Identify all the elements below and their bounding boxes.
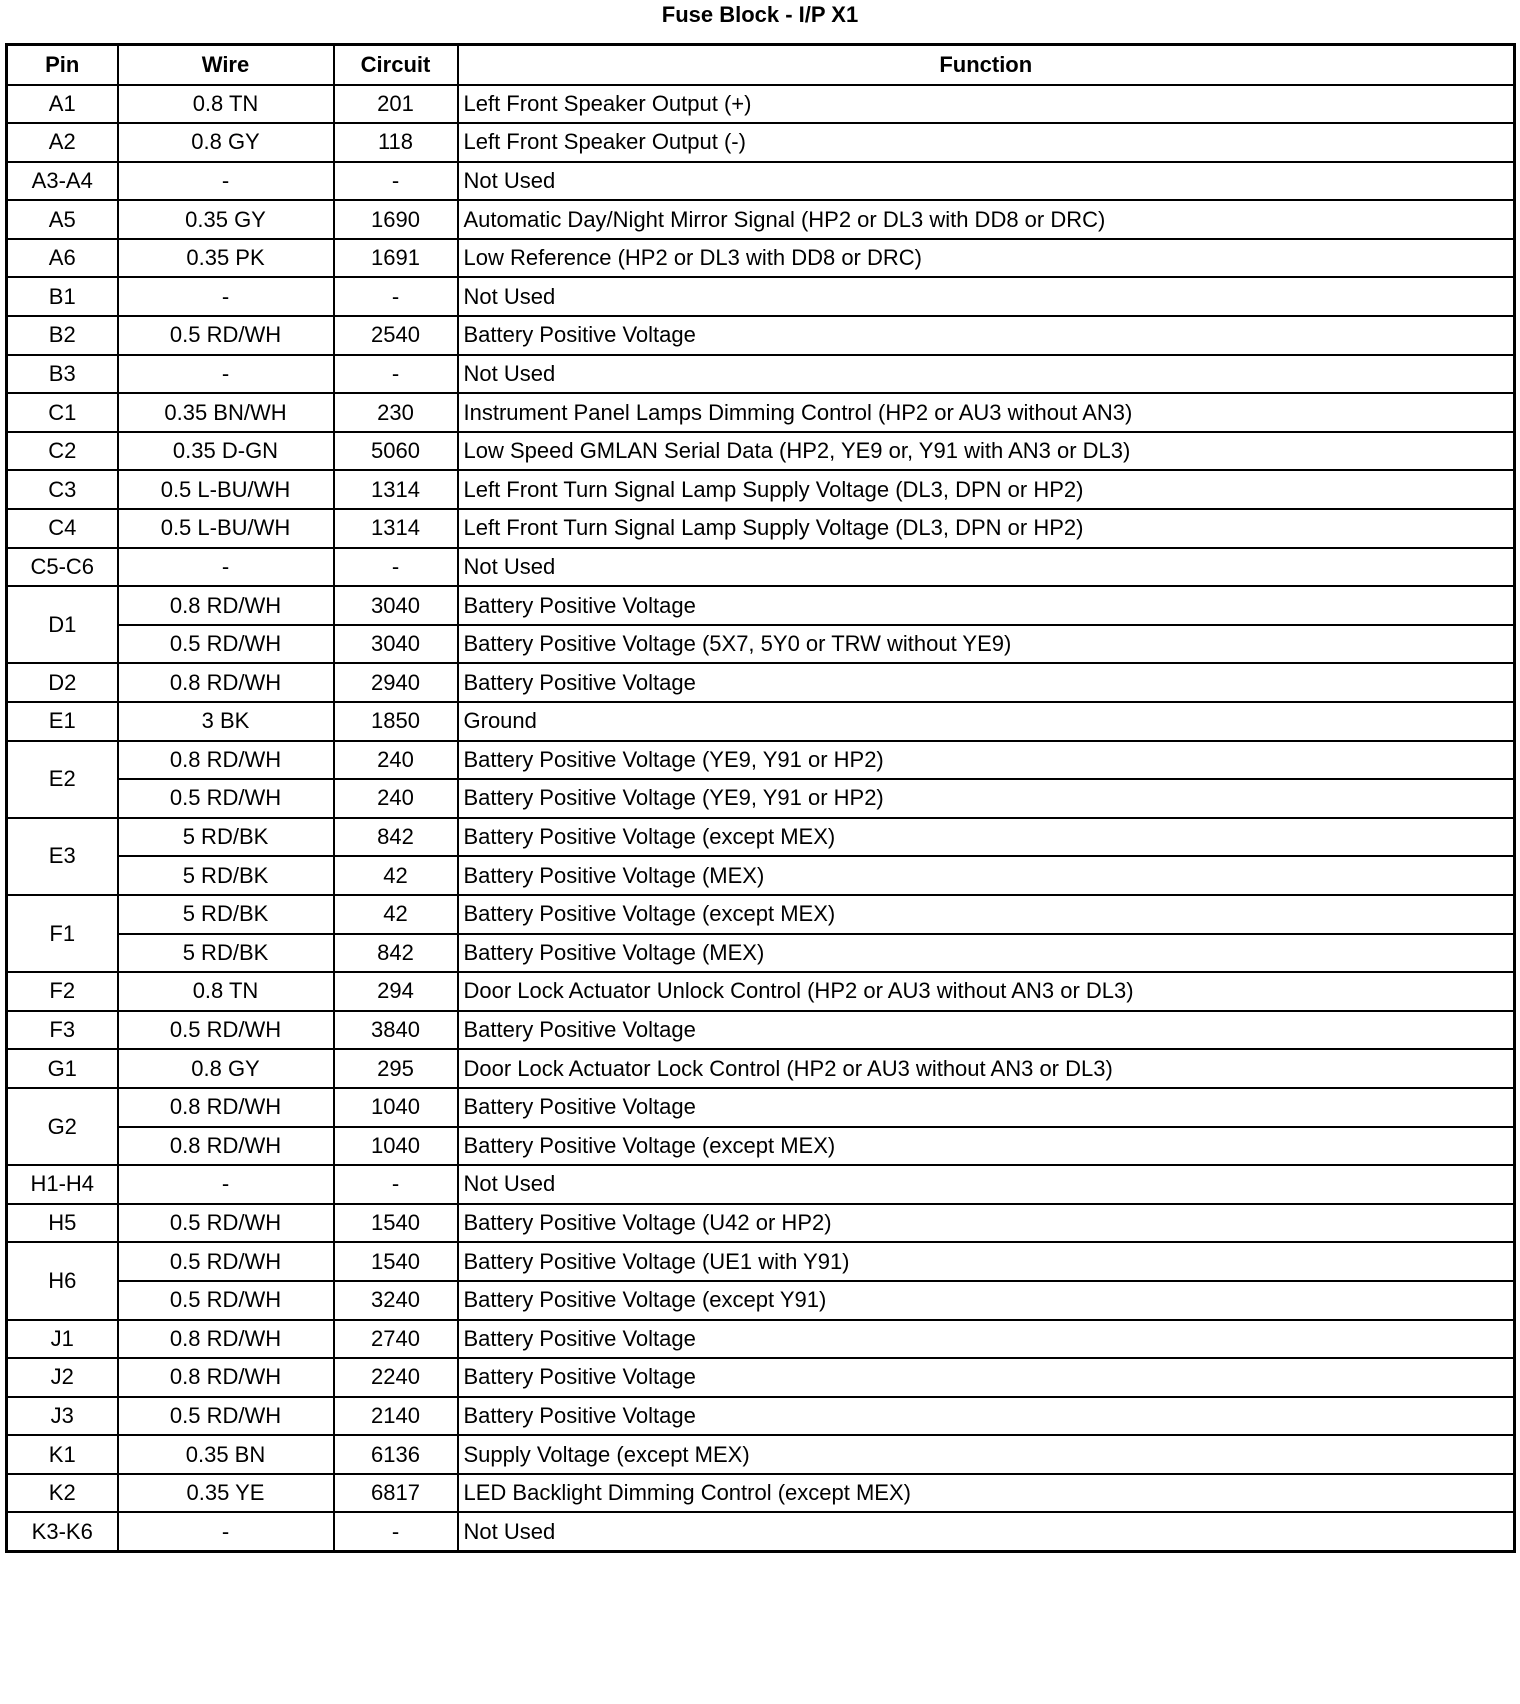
circuit-cell: 1691	[334, 239, 458, 278]
circuit-cell: 6817	[334, 1474, 458, 1513]
function-cell: Battery Positive Voltage (5X7, 5Y0 or TRW without YE9)	[458, 625, 1515, 664]
circuit-cell: 1540	[334, 1204, 458, 1243]
circuit-cell: 240	[334, 741, 458, 780]
table-row	[7, 1049, 1515, 1088]
wire-cell: 5 RD/BK	[118, 895, 334, 934]
circuit-cell: -	[334, 1165, 458, 1204]
pin-cell: C4	[7, 509, 118, 548]
circuit-cell: 1540	[334, 1242, 458, 1281]
function-cell: Battery Positive Voltage (MEX)	[458, 856, 1515, 895]
wire-cell: 0.35 BN/WH	[118, 393, 334, 432]
pin-cell: J2	[7, 1358, 118, 1397]
wire-cell: -	[118, 1512, 334, 1551]
table-row	[7, 586, 1515, 625]
pin-cell: B1	[7, 277, 118, 316]
wire-cell: 0.5 RD/WH	[118, 1204, 334, 1243]
function-cell: Door Lock Actuator Unlock Control (HP2 or AU3 without AN3 or DL3)	[458, 972, 1515, 1011]
table-row	[7, 432, 1515, 471]
pin-cell: C3	[7, 470, 118, 509]
table-row	[7, 1512, 1515, 1551]
pin-cell: A3-A4	[7, 162, 118, 201]
wire-cell: 0.8 RD/WH	[118, 1320, 334, 1359]
function-cell: Battery Positive Voltage	[458, 1088, 1515, 1127]
function-cell: Not Used	[458, 548, 1515, 587]
circuit-cell: 1314	[334, 509, 458, 548]
table-row	[7, 702, 1515, 741]
table-row	[7, 239, 1515, 278]
pin-cell: G2	[7, 1088, 118, 1165]
wire-cell: 5 RD/BK	[118, 856, 334, 895]
circuit-cell: -	[334, 548, 458, 587]
table-row	[7, 85, 1515, 124]
wire-cell: 0.5 RD/WH	[118, 1242, 334, 1281]
function-cell: Left Front Speaker Output (+)	[458, 85, 1515, 124]
table-row	[7, 779, 1515, 818]
circuit-cell: 842	[334, 934, 458, 973]
function-cell: Low Speed GMLAN Serial Data (HP2, YE9 or, Y91 with AN3 or DL3)	[458, 432, 1515, 471]
function-cell: Battery Positive Voltage (UE1 with Y91)	[458, 1242, 1515, 1281]
function-cell: Not Used	[458, 162, 1515, 201]
pin-cell: J1	[7, 1320, 118, 1359]
table-row	[7, 1474, 1515, 1513]
function-cell: Battery Positive Voltage	[458, 1320, 1515, 1359]
circuit-cell: 1690	[334, 200, 458, 239]
table-title: Fuse Block - I/P X1	[661, 2, 859, 27]
circuit-cell: 3840	[334, 1011, 458, 1050]
function-cell: Not Used	[458, 355, 1515, 394]
circuit-cell: 1314	[334, 470, 458, 509]
circuit-cell: -	[334, 162, 458, 201]
pin-cell: E2	[7, 741, 118, 818]
pin-cell: C5-C6	[7, 548, 118, 587]
function-cell: Battery Positive Voltage (except Y91)	[458, 1281, 1515, 1320]
wire-cell: 5 RD/BK	[118, 934, 334, 973]
function-cell: Door Lock Actuator Lock Control (HP2 or AU3 without AN3 or DL3)	[458, 1049, 1515, 1088]
circuit-cell: 118	[334, 123, 458, 162]
table-row	[7, 625, 1515, 664]
pin-cell: B2	[7, 316, 118, 355]
wire-cell: 0.5 RD/WH	[118, 779, 334, 818]
function-cell: Instrument Panel Lamps Dimming Control (HP2 or AU3 without AN3)	[458, 393, 1515, 432]
table-row	[7, 393, 1515, 432]
wire-cell: -	[118, 1165, 334, 1204]
wire-cell: -	[118, 162, 334, 201]
function-cell: Battery Positive Voltage (U42 or HP2)	[458, 1204, 1515, 1243]
wire-cell: 0.5 RD/WH	[118, 1011, 334, 1050]
wire-cell: 3 BK	[118, 702, 334, 741]
pin-cell: C2	[7, 432, 118, 471]
table-row	[7, 1204, 1515, 1243]
pin-cell: D2	[7, 663, 118, 702]
circuit-cell: 295	[334, 1049, 458, 1088]
circuit-cell: 3040	[334, 625, 458, 664]
function-cell: Battery Positive Voltage (except MEX)	[458, 818, 1515, 857]
table-row	[7, 663, 1515, 702]
wire-cell: 0.8 TN	[118, 972, 334, 1011]
wire-cell: 0.8 RD/WH	[118, 663, 334, 702]
function-cell: LED Backlight Dimming Control (except MEX)	[458, 1474, 1515, 1513]
table-row	[7, 470, 1515, 509]
function-cell: Left Front Turn Signal Lamp Supply Voltage (DL3, DPN or HP2)	[458, 509, 1515, 548]
function-cell: Battery Positive Voltage (except MEX)	[458, 1127, 1515, 1166]
pin-cell: A2	[7, 123, 118, 162]
table-row	[7, 856, 1515, 895]
table-row	[7, 1320, 1515, 1359]
pin-cell: D1	[7, 586, 118, 663]
function-cell: Battery Positive Voltage (YE9, Y91 or HP2)	[458, 741, 1515, 780]
header-circuit: Circuit	[334, 45, 458, 85]
wire-cell: 0.8 GY	[118, 1049, 334, 1088]
table-row	[7, 818, 1515, 857]
table-row	[7, 509, 1515, 548]
wire-cell: -	[118, 277, 334, 316]
function-cell: Battery Positive Voltage	[458, 316, 1515, 355]
circuit-cell: 1040	[334, 1127, 458, 1166]
wire-cell: 5 RD/BK	[118, 818, 334, 857]
wire-cell: 0.35 PK	[118, 239, 334, 278]
circuit-cell: 2740	[334, 1320, 458, 1359]
pin-cell: J3	[7, 1397, 118, 1436]
pin-cell: H6	[7, 1242, 118, 1319]
circuit-cell: 1850	[334, 702, 458, 741]
header-row	[7, 45, 1515, 85]
pin-cell: F1	[7, 895, 118, 972]
wire-cell: 0.5 RD/WH	[118, 1397, 334, 1436]
function-cell: Left Front Turn Signal Lamp Supply Voltage (DL3, DPN or HP2)	[458, 470, 1515, 509]
wire-cell: 0.8 RD/WH	[118, 1358, 334, 1397]
table-body	[7, 85, 1515, 1552]
table-row	[7, 972, 1515, 1011]
wire-cell: 0.35 YE	[118, 1474, 334, 1513]
pin-cell: A5	[7, 200, 118, 239]
function-cell: Battery Positive Voltage	[458, 663, 1515, 702]
table-row	[7, 1435, 1515, 1474]
function-cell: Not Used	[458, 277, 1515, 316]
table-row	[7, 200, 1515, 239]
wire-cell: 0.5 L-BU/WH	[118, 470, 334, 509]
circuit-cell: 230	[334, 393, 458, 432]
wire-cell: 0.5 RD/WH	[118, 316, 334, 355]
table-row	[7, 355, 1515, 394]
circuit-cell: 2940	[334, 663, 458, 702]
wire-cell: 0.35 BN	[118, 1435, 334, 1474]
pin-cell: F2	[7, 972, 118, 1011]
table-row	[7, 123, 1515, 162]
circuit-cell: 2140	[334, 1397, 458, 1436]
circuit-cell: -	[334, 277, 458, 316]
circuit-cell: 42	[334, 895, 458, 934]
function-cell: Not Used	[458, 1512, 1515, 1551]
wire-cell: 0.8 RD/WH	[118, 1127, 334, 1166]
circuit-cell: 294	[334, 972, 458, 1011]
wire-cell: 0.8 RD/WH	[118, 741, 334, 780]
pin-cell: H1-H4	[7, 1165, 118, 1204]
circuit-cell: 3240	[334, 1281, 458, 1320]
wire-cell: 0.5 RD/WH	[118, 625, 334, 664]
table-row	[7, 1088, 1515, 1127]
pin-cell: E3	[7, 818, 118, 895]
circuit-cell: 2540	[334, 316, 458, 355]
table-row	[7, 934, 1515, 973]
function-cell: Battery Positive Voltage	[458, 1011, 1515, 1050]
pin-cell: A6	[7, 239, 118, 278]
function-cell: Battery Positive Voltage	[458, 586, 1515, 625]
circuit-cell: 1040	[334, 1088, 458, 1127]
function-cell: Battery Positive Voltage	[458, 1358, 1515, 1397]
table-row	[7, 1281, 1515, 1320]
function-cell: Battery Positive Voltage (except MEX)	[458, 895, 1515, 934]
header-wire: Wire	[118, 45, 334, 85]
wire-cell: 0.8 GY	[118, 123, 334, 162]
wire-cell: -	[118, 548, 334, 587]
circuit-cell: 6136	[334, 1435, 458, 1474]
pinout-table	[5, 43, 1516, 1553]
table-row	[7, 1242, 1515, 1281]
pin-cell: F3	[7, 1011, 118, 1050]
circuit-cell: 201	[334, 85, 458, 124]
circuit-cell: 3040	[334, 586, 458, 625]
circuit-cell: 842	[334, 818, 458, 857]
table-row	[7, 1011, 1515, 1050]
wire-cell: 0.8 TN	[118, 85, 334, 124]
circuit-cell: 5060	[334, 432, 458, 471]
table-row	[7, 548, 1515, 587]
pin-cell: K3-K6	[7, 1512, 118, 1551]
table-row	[7, 1165, 1515, 1204]
table-row	[7, 1397, 1515, 1436]
pin-cell: K1	[7, 1435, 118, 1474]
wire-cell: 0.35 GY	[118, 200, 334, 239]
pin-cell: H5	[7, 1204, 118, 1243]
table-row	[7, 316, 1515, 355]
circuit-cell: -	[334, 355, 458, 394]
function-cell: Battery Positive Voltage (YE9, Y91 or HP2)	[458, 779, 1515, 818]
wire-cell: 0.5 L-BU/WH	[118, 509, 334, 548]
function-cell: Battery Positive Voltage (MEX)	[458, 934, 1515, 973]
pin-cell: K2	[7, 1474, 118, 1513]
table-row	[7, 741, 1515, 780]
function-cell: Battery Positive Voltage	[458, 1397, 1515, 1436]
header-function: Function	[458, 45, 1515, 85]
table-row	[7, 1127, 1515, 1166]
function-cell: Left Front Speaker Output (-)	[458, 123, 1515, 162]
header-pin: Pin	[7, 45, 118, 85]
table-row	[7, 895, 1515, 934]
pin-cell: C1	[7, 393, 118, 432]
function-cell: Low Reference (HP2 or DL3 with DD8 or DRC)	[458, 239, 1515, 278]
wire-cell: 0.8 RD/WH	[118, 586, 334, 625]
function-cell: Ground	[458, 702, 1515, 741]
function-cell: Not Used	[458, 1165, 1515, 1204]
function-cell: Automatic Day/Night Mirror Signal (HP2 or DL3 with DD8 or DRC)	[458, 200, 1515, 239]
circuit-cell: 42	[334, 856, 458, 895]
wire-cell: 0.8 RD/WH	[118, 1088, 334, 1127]
wire-cell: 0.35 D-GN	[118, 432, 334, 471]
circuit-cell: -	[334, 1512, 458, 1551]
table-row	[7, 1358, 1515, 1397]
circuit-cell: 240	[334, 779, 458, 818]
pin-cell: G1	[7, 1049, 118, 1088]
circuit-cell: 2240	[334, 1358, 458, 1397]
table-row	[7, 277, 1515, 316]
table-row	[7, 162, 1515, 201]
wire-cell: 0.5 RD/WH	[118, 1281, 334, 1320]
pin-cell: B3	[7, 355, 118, 394]
pin-cell: E1	[7, 702, 118, 741]
function-cell: Supply Voltage (except MEX)	[458, 1435, 1515, 1474]
pin-cell: A1	[7, 85, 118, 124]
wire-cell: -	[118, 355, 334, 394]
